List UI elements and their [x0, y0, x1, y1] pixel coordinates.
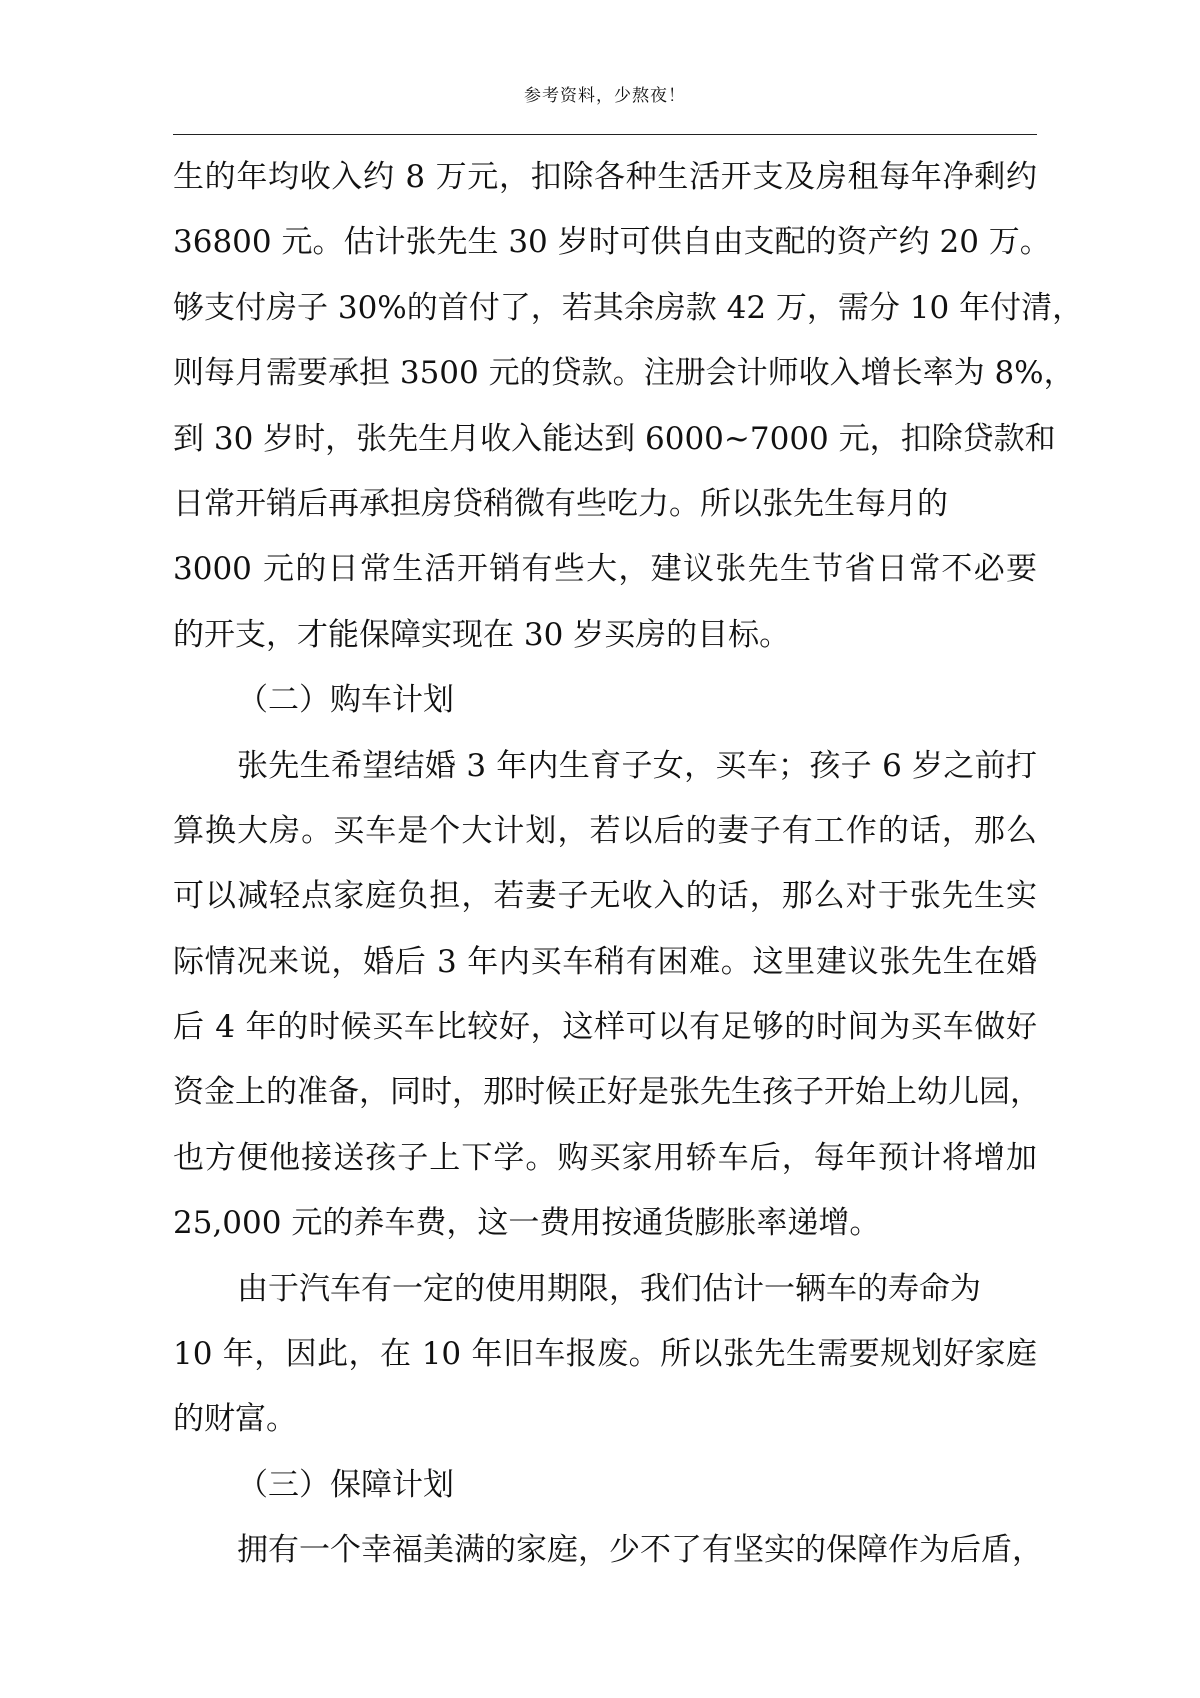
text-line: 则每月需要承担 3500 元的贷款。注册会计师收入增长率为 8%，	[173, 355, 1075, 392]
text-line: 3000 元的日常生活开销有些大，建议张先生节省日常不必要	[173, 551, 1037, 588]
text-line: 到 30 岁时，张先生月收入能达到 6000~7000 元，扣除贷款和	[173, 420, 1056, 457]
text-line: 资金上的准备，同时，那时候正好是张先生孩子开始上幼儿园，	[173, 1074, 1041, 1111]
text-line: 算换大房。买车是个大计划，若以后的妻子有工作的话，那么	[173, 812, 1037, 849]
text-line: 张先生希望结婚 3 年内生育子女，买车；孩子 6 岁之前打	[237, 747, 1037, 784]
text-line: 36800 元。估计张先生 30 岁时可供自由支配的资产约 20 万。	[173, 224, 1051, 261]
text-line: 由于汽车有一定的使用期限，我们估计一辆车的寿命为	[237, 1270, 981, 1307]
section-heading-protection-plan: （三）保障计划	[237, 1466, 454, 1503]
page-header: 参考资料，少熬夜！	[524, 86, 686, 106]
text-line: 后 4 年的时候买车比较好，这样可以有足够的时间为买车做好	[173, 1009, 1037, 1046]
text-line: 也方便他接送孩子上下学。购买家用轿车后，每年预计将增加	[173, 1139, 1037, 1176]
text-line: 际情况来说，婚后 3 年内买车稍有困难。这里建议张先生在婚	[173, 943, 1037, 980]
text-line: 可以减轻点家庭负担，若妻子无收入的话，那么对于张先生实	[173, 878, 1037, 915]
text-line: 生的年均收入约 8 万元，扣除各种生活开支及房租每年净剩约	[173, 159, 1037, 195]
section-heading-car-plan: （二）购车计划	[237, 682, 454, 719]
text-line: 拥有一个幸福美满的家庭，少不了有坚实的保障作为后盾，	[237, 1532, 1043, 1569]
text-line: 的财富。	[173, 1401, 297, 1438]
text-line: 够支付房子 30%的首付了，若其余房款 42 万，需分 10 年付清，	[173, 289, 1084, 326]
text-line: 10 年，因此，在 10 年旧车报废。所以张先生需要规划好家庭	[173, 1336, 1037, 1373]
body-text	[173, 145, 1084, 1584]
text-line: 25,000 元的养车费，这一费用按通货膨胀率递增。	[173, 1205, 881, 1242]
header-divider	[173, 134, 1037, 135]
text-line: 日常开销后再承担房贷稍微有些吃力。所以张先生每月的	[173, 485, 948, 522]
text-line: 的开支，才能保障实现在 30 岁买房的目标。	[173, 616, 791, 653]
